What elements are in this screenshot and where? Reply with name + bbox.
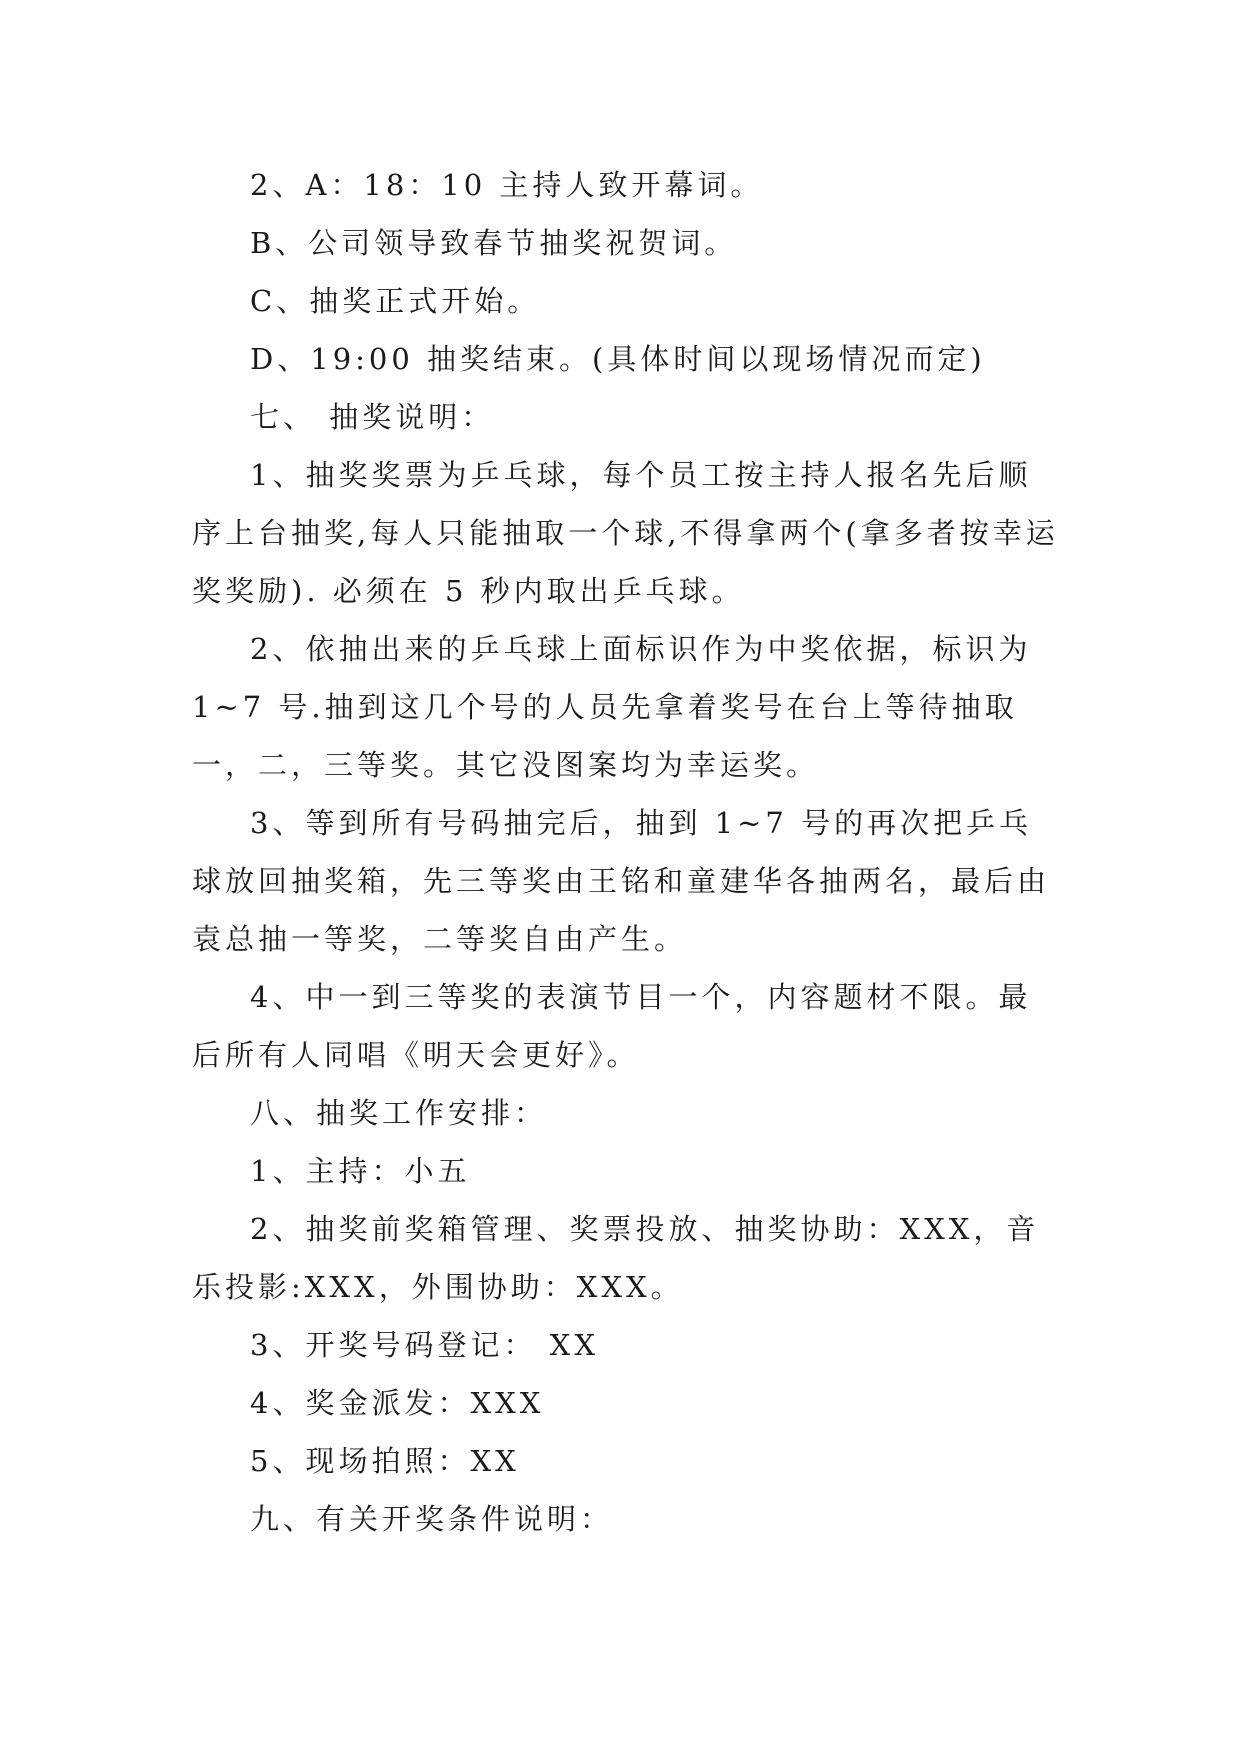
section-heading-lottery-rules: 七、 抽奖说明： bbox=[250, 400, 495, 434]
paragraph-photography: 5、现场拍照：XX bbox=[250, 1444, 520, 1478]
document-body bbox=[192, 156, 1062, 1548]
paragraph-leader-speech: B、公司领导致春节抽奖祝贺词。 bbox=[250, 226, 738, 260]
paragraph-lottery-end: D、19:00 抽奖结束。(具体时间以现场情况而定) bbox=[250, 342, 986, 376]
paragraph-rule-1: 1、抽奖奖票为乒乓球，每个员工按主持人报名先后顺序上台抽奖,每人只能抽取一个球,不得拿两个(拿多者按幸运奖奖励). 必须在 5 秒内取出乒乓球。 bbox=[192, 458, 1059, 608]
paragraph-lottery-start: C、抽奖正式开始。 bbox=[250, 284, 541, 318]
paragraph-rule-3: 3、等到所有号码抽完后，抽到 1~7 号的再次把乒乓球放回抽奖箱，先三等奖由王铭和童建华各抽两名，最后由袁总抽一等奖，二等奖自由产生。 bbox=[192, 806, 1051, 956]
paragraph-rule-4: 4、中一到三等奖的表演节目一个，内容题材不限。最后所有人同唱《明天会更好》。 bbox=[192, 980, 1032, 1072]
paragraph-host: 1、主持：小五 bbox=[250, 1154, 471, 1188]
section-heading-draw-conditions: 九、有关开奖条件说明： bbox=[250, 1502, 614, 1536]
paragraph-opening-speech: 2、A：18：10 主持人致开幕词。 bbox=[250, 168, 764, 202]
paragraph-prize-distribution: 4、奖金派发：XXX bbox=[250, 1386, 545, 1420]
paragraph-number-registration: 3、开奖号码登记： XX bbox=[250, 1328, 599, 1362]
paragraph-box-management: 2、抽奖前奖箱管理、奖票投放、抽奖协助：XXX，音乐投影:XXX，外围协助：XXX。 bbox=[192, 1212, 1040, 1304]
section-heading-work-arrangement: 八、抽奖工作安排： bbox=[250, 1096, 548, 1130]
paragraph-rule-2: 2、依抽出来的乒乓球上面标识作为中奖依据，标识为 1~7 号.抽到这几个号的人员先拿着奖号在台上等待抽取一，二，三等奖。其它没图案均为幸运奖。 bbox=[192, 632, 1032, 782]
